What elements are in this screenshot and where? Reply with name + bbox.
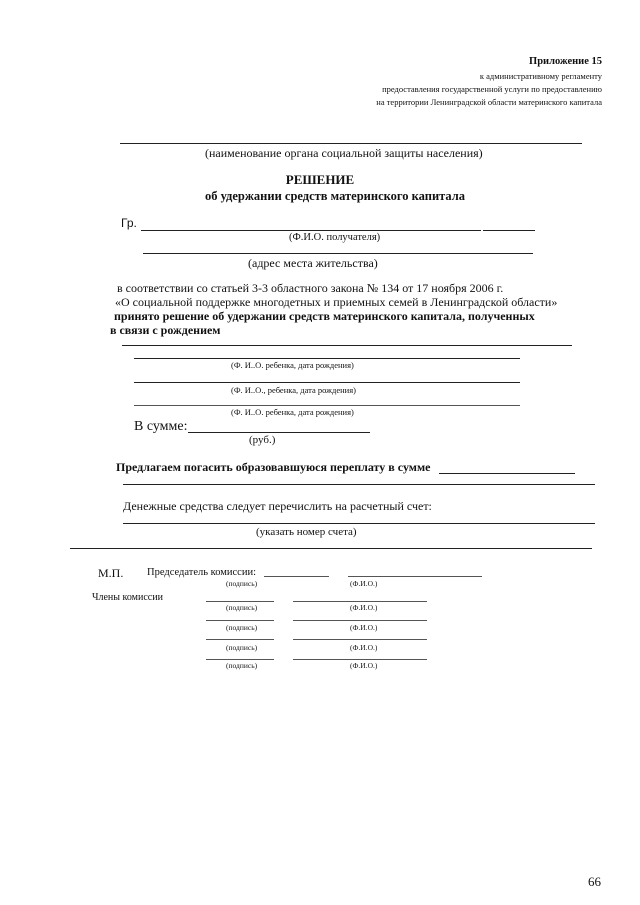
member-1-fio-line[interactable] (293, 601, 427, 602)
offer-text: Предлагаем погасить образовавшуюся переплату в сумме (116, 460, 431, 474)
child-line-1b[interactable] (134, 358, 520, 359)
rub-caption: (руб.) (249, 434, 276, 446)
body-line-4: в связи с рождением (110, 323, 221, 337)
appendix-title: Приложение 15 (529, 56, 602, 67)
member-4-sign-caption: (подпись) (226, 661, 258, 670)
member-4-fio-caption: (Ф.И.О.) (350, 661, 378, 670)
account-caption: (указать номер счета) (256, 526, 357, 538)
overpayment-sum-line[interactable] (439, 473, 575, 474)
offer-extra-line[interactable] (123, 484, 595, 485)
sum-line[interactable] (188, 432, 370, 433)
header-line-3: на территории Ленинградской области материнского капитала (376, 97, 602, 107)
citizen-prefix: Гр. (121, 216, 137, 230)
member-4-sign-line[interactable] (206, 659, 274, 660)
child-caption-2: (Ф. И..О., ребенка, дата рождения) (231, 385, 356, 395)
body-line-1: в соответствии со статьей 3-3 областного закона № 134 от 17 ноября 2006 г. (117, 281, 504, 295)
header-line-2: предоставления государственной услуги по предоставлению (382, 84, 602, 94)
chairman-label: Председатель комиссии: (147, 567, 256, 578)
child-line-2[interactable] (134, 382, 520, 383)
account-number-line[interactable] (123, 523, 595, 524)
page-number: 66 (588, 874, 601, 889)
child-caption-3: (Ф. И..О. ребенка, дата рождения) (231, 407, 354, 417)
organ-name-line[interactable] (120, 143, 582, 144)
citizen-fio-line[interactable] (141, 230, 481, 231)
address-line[interactable] (143, 253, 533, 254)
members-label: Члены комиссии (92, 592, 163, 603)
member-3-fio-caption: (Ф.И.О.) (350, 643, 378, 652)
member-3-sign-line[interactable] (206, 639, 274, 640)
member-3-sign-caption: (подпись) (226, 643, 258, 652)
child-line-3[interactable] (134, 405, 520, 406)
child-line-1a[interactable] (122, 345, 572, 346)
document-subtitle: об удержании средств материнского капитала (204, 189, 466, 203)
member-1-sign-caption: (подпись) (226, 603, 258, 612)
child-caption-1: (Ф. И..О. ребенка, дата рождения) (231, 360, 354, 370)
citizen-fio-line-end[interactable] (483, 230, 535, 231)
header-line-1: к административному регламенту (479, 71, 602, 81)
chairman-sign-line[interactable] (264, 576, 329, 577)
member-2-sign-caption: (подпись) (226, 623, 258, 632)
body-line-2: «О социальной поддержке многодетных и приемных семей в Ленинградской области» (115, 295, 558, 309)
document-title: РЕШЕНИЕ (285, 172, 355, 187)
organ-caption: (наименование органа социальной защиты населения) (205, 146, 483, 160)
member-2-fio-caption: (Ф.И.О.) (350, 623, 378, 632)
fio-caption: (Ф.И.О. получателя) (289, 232, 381, 243)
member-1-fio-caption: (Ф.И.О.) (350, 603, 378, 612)
member-1-sign-line[interactable] (206, 601, 274, 602)
account-text: Денежные средства следует перечислить на расчетный счет: (123, 499, 432, 513)
address-caption: (адрес места жительства) (248, 256, 378, 270)
chairman-fio-line[interactable] (348, 576, 482, 577)
member-3-fio-line[interactable] (293, 639, 427, 640)
section-divider (70, 548, 592, 549)
member-2-fio-line[interactable] (293, 620, 427, 621)
member-2-sign-line[interactable] (206, 620, 274, 621)
chairman-fio-caption: (Ф.И.О.) (350, 579, 378, 588)
chairman-sign-caption: (подпись) (226, 579, 258, 588)
body-line-3: принято решение об удержании средств материнского капитала, полученных (114, 309, 535, 323)
sum-label: В сумме: (134, 419, 188, 434)
stamp-label: М.П. (98, 566, 124, 580)
member-4-fio-line[interactable] (293, 659, 427, 660)
